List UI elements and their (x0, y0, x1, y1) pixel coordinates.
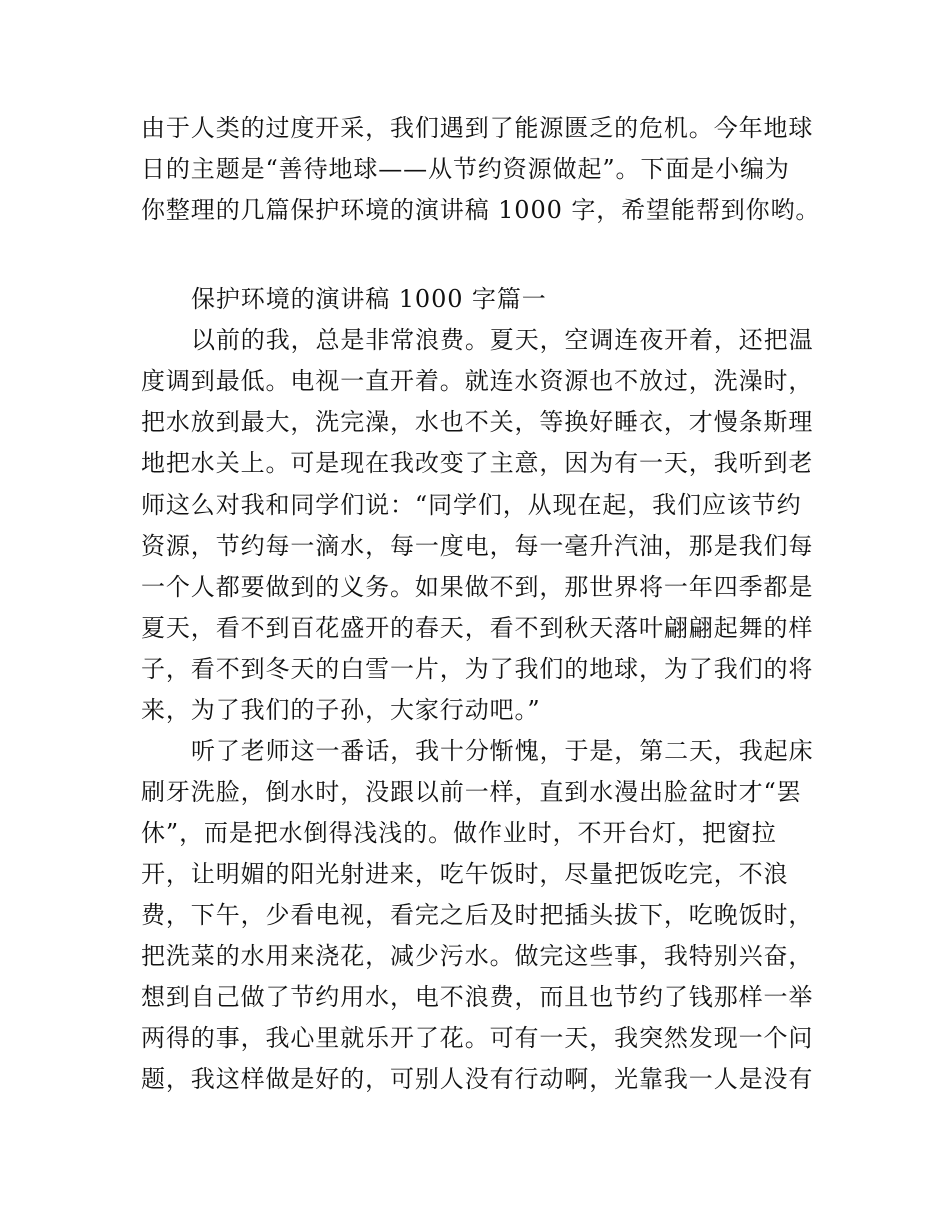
paragraph-line: 刷牙洗脸，倒水时，没跟以前一样，直到水漫出脸盆时才“罢 (141, 778, 802, 806)
paragraph-line: 把水放到最大，洗完澡，水也不关，等换好睡衣，才慢条斯理 (141, 408, 814, 436)
paragraph-line: 师这么对我和同学们说：“同学们，从现在起，我们应该节约 (141, 491, 802, 519)
paragraph-line: 一个人都要做到的义务。如果做不到，那世界将一年四季都是 (141, 573, 814, 601)
paragraph-line: 来，为了我们的子孙，大家行动吧。” (141, 696, 541, 724)
paragraph-line: 题，我这样做是好的，可别人没有行动啊，光靠我一人是没有 (141, 1065, 814, 1093)
paragraph-line: 度调到最低。电视一直开着。就连水资源也不放过，洗澡时， (141, 367, 814, 395)
section-title: 保护环境的演讲稿 1000 字篇一 (191, 285, 547, 313)
intro-line: 日的主题是“善待地球——从节约资源做起”。下面是小编为 (141, 155, 790, 183)
paragraph-line: 费，下午，少看电视，看完之后及时把插头拔下，吃晚饭时， (141, 901, 814, 929)
paragraph-line: 想到自己做了节约用水，电不浪费，而且也节约了钱那样一举 (141, 983, 814, 1011)
paragraph-line: 两得的事，我心里就乐开了花。可有一天，我突然发现一个问 (141, 1024, 814, 1052)
paragraph-line: 夏天，看不到百花盛开的春天，看不到秋天落叶翩翩起舞的样 (141, 614, 814, 642)
intro-line: 你整理的几篇保护环境的演讲稿 1000 字，希望能帮到你哟。 (141, 196, 821, 224)
paragraph-line: 地把水关上。可是现在我改变了主意，因为有一天，我听到老 (141, 449, 814, 477)
paragraph-line: 把洗菜的水用来浇花，减少污水。做完这些事，我特别兴奋， (141, 942, 814, 970)
paragraph-line: 子，看不到冬天的白雪一片，为了我们的地球，为了我们的将 (141, 655, 814, 683)
paragraph-line: 开，让明媚的阳光射进来，吃午饭时，尽量把饭吃完，不浪 (141, 860, 789, 888)
paragraph-line: 休”，而是把水倒得浅浅的。做作业时，不开台灯，把窗拉 (141, 819, 777, 847)
paragraph-line: 听了老师这一番话，我十分惭愧，于是，第二天，我起床 (191, 737, 814, 765)
paragraph-line: 资源，节约每一滴水，每一度电，每一毫升汽油，那是我们每 (141, 532, 814, 560)
paragraph-line: 以前的我，总是非常浪费。夏天，空调连夜开着，还把温 (191, 326, 814, 354)
intro-line: 由于人类的过度开采，我们遇到了能源匮乏的危机。今年地球 (141, 114, 814, 142)
